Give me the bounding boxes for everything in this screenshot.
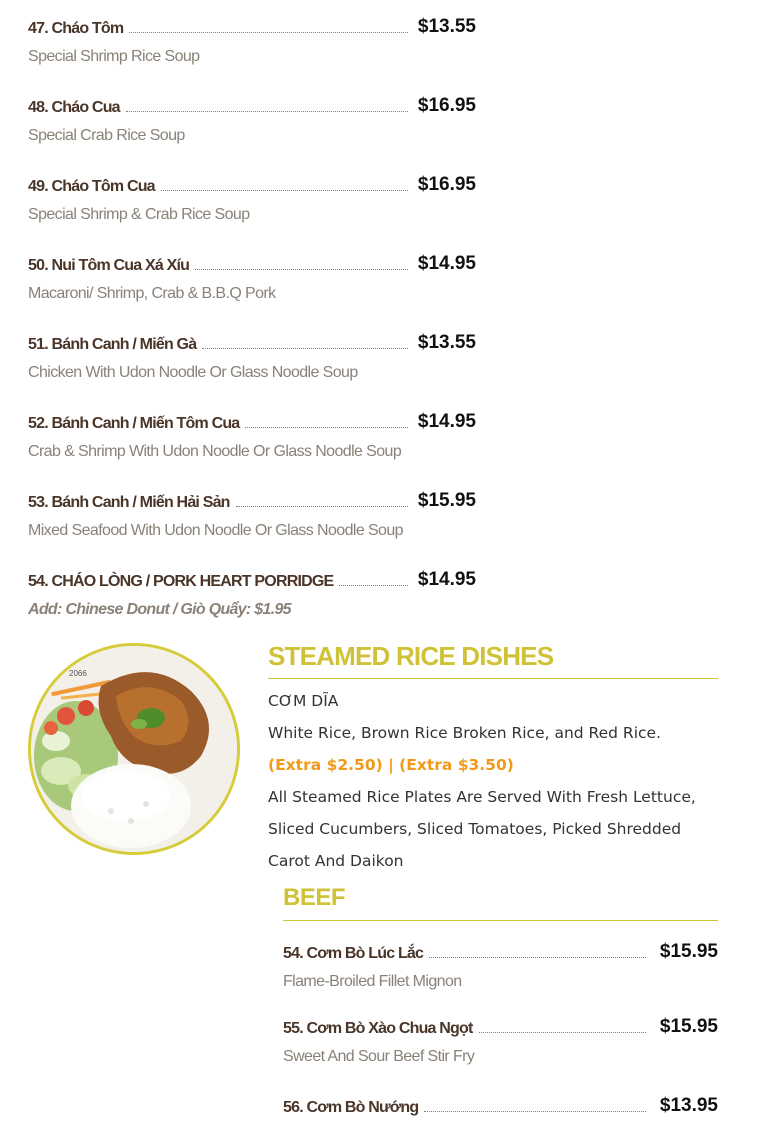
dot-leader (202, 348, 408, 349)
item-name: 49. Cháo Tôm Cua (28, 178, 155, 195)
item-name: 51. Bánh Canh / Miến Gà (28, 336, 197, 353)
menu-item (283, 1000, 718, 1079)
dot-leader (429, 957, 646, 958)
item-name: 54. CHÁO LÒNG / PORK HEART PORRIDGE (28, 573, 334, 590)
section-note-line: Sliced Cucumbers, Sliced Tomatoes, Picked Shredded (268, 820, 682, 838)
item-name: 50. Nui Tôm Cua Xá Xíu (28, 257, 190, 274)
menu-item (283, 921, 718, 1000)
dot-leader (236, 506, 408, 507)
item-price: $13.55 (417, 16, 476, 37)
dot-leader (479, 1032, 646, 1033)
rice-options: White Rice, Brown Rice Broken Rice, and Red Rice. (268, 724, 661, 742)
item-name: 56. Cơm Bò Nướng (283, 1099, 419, 1116)
menu-item (28, 474, 476, 553)
item-description: Flame-Broiled Fillet Mignon (283, 973, 462, 990)
addon-note: Add: Chinese Donut / Giò Quẩy: $1.95 (28, 601, 291, 618)
item-price: $16.95 (417, 174, 476, 195)
menu-item (28, 0, 476, 79)
menu-item (28, 79, 476, 158)
beef-title: BEEF (283, 884, 718, 921)
dot-leader (339, 585, 408, 586)
dot-leader (129, 32, 408, 33)
rice-dish-illustration (31, 646, 237, 852)
photo-watermark: 2066 (69, 669, 87, 678)
item-description: Special Crab Rice Soup (28, 127, 185, 144)
section-note-line: All Steamed Rice Plates Are Served With Fresh Lettuce, (268, 788, 696, 806)
item-name: 54. Cơm Bò Lúc Lắc (283, 945, 424, 962)
item-price: $14.95 (417, 569, 476, 590)
dot-leader (195, 269, 408, 270)
menu-item (283, 1079, 718, 1117)
beef-section (283, 884, 718, 1117)
menu-item (28, 395, 476, 474)
menu-item (28, 158, 476, 237)
menu-item (28, 237, 476, 316)
item-name: 47. Cháo Tôm (28, 20, 124, 37)
item-price: $14.95 (417, 411, 476, 432)
section-subtitle: CƠM DĨA (268, 692, 339, 710)
item-name: 53. Bánh Canh / Miến Hải Sản (28, 494, 230, 511)
item-price: $15.95 (659, 1016, 718, 1037)
dot-leader (424, 1111, 646, 1112)
steamed-rice-section (268, 641, 718, 877)
item-name: 52. Bánh Canh / Miến Tôm Cua (28, 415, 240, 432)
item-price: $13.55 (417, 332, 476, 353)
extra-charge: (Extra $2.50) | (Extra $3.50) (268, 756, 514, 774)
rice-dish-photo (28, 643, 240, 855)
item-price: $15.95 (417, 490, 476, 511)
item-description: Crab & Shrimp With Udon Noodle Or Glass Noodle Soup (28, 443, 402, 460)
section-title: STEAMED RICE DISHES (268, 641, 718, 679)
item-description: Sweet And Sour Beef Stir Fry (283, 1048, 475, 1065)
soup-menu-list (28, 0, 476, 619)
item-name: 55. Cơm Bò Xào Chua Ngọt (283, 1020, 473, 1037)
menu-item (28, 316, 476, 395)
item-description: Special Shrimp Rice Soup (28, 48, 200, 65)
dot-leader (161, 190, 408, 191)
item-price: $14.95 (417, 253, 476, 274)
dot-leader (245, 427, 408, 428)
dot-leader (126, 111, 408, 112)
item-description: Chicken With Udon Noodle Or Glass Noodle Soup (28, 364, 358, 381)
section-note-line: Carot And Daikon (268, 852, 404, 870)
item-price: $13.95 (659, 1095, 718, 1116)
item-price: $16.95 (417, 95, 476, 116)
menu-item (28, 553, 476, 619)
item-description: Special Shrimp & Crab Rice Soup (28, 206, 250, 223)
item-description: Macaroni/ Shrimp, Crab & B.B.Q Pork (28, 285, 276, 302)
item-name: 48. Cháo Cua (28, 99, 120, 116)
item-price: $15.95 (659, 941, 718, 962)
item-description: Mixed Seafood With Udon Noodle Or Glass Noodle Soup (28, 522, 403, 539)
